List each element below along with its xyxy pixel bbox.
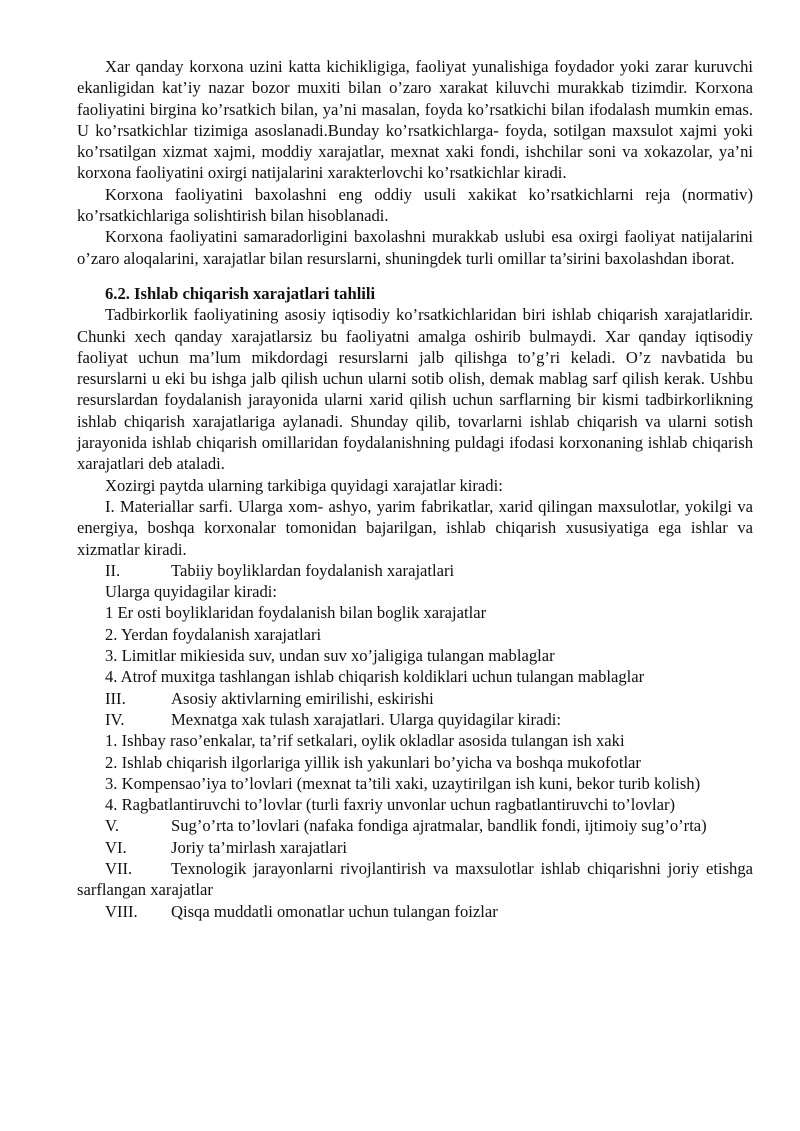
list-item xyxy=(77,581,753,602)
list-item xyxy=(77,666,753,687)
paragraph: Tadbirkorlik faoliyatining asosiy iqtisodiy ko’rsatkichlaridan biri ishlab chiqarish xarajatlaridir. Chunki xech qanday xarajatlarsiz bu faoliyatni amalga oshirib bulmaydi. Xar qanday iqtisodiy faoliyat uchun ma’lum mikdordagi resurslarni jalb qilishga to’g’ri keladi. O’z navbatida bu resurslarni u eki bu ishga jalb qilish uchun ularni sotib olish, demak mablag sarf qilish kerak. Ushbu resurslardan foydalanish jarayonida ularni xarid qilish uchun sarflarning bir kismi tadbirkorlikning ishlab chiqarish xarajatlariga aylanadi. Shunday qilib, tovarlarni ishlab chiqarish va ularni sotish jarayonida ishlab chiqarish omillaridan foydalanishning puldagi ifodasi korxonaning ishlab chiqarish xarajatlari deb ataladi. xyxy=(77,305,753,474)
list-text: Texnologik jarayonlarni rivojlantirish va maxsulotlar ishlab chiqarishni joriy etishga sarflangan xarajatlar xyxy=(77,858,753,900)
document-page xyxy=(77,56,753,922)
list-text: 1 Er osti boyliklaridan foydalanish bilan boglik xarajatlar xyxy=(105,603,487,623)
list-item xyxy=(77,837,753,858)
list-item xyxy=(77,624,753,645)
list-item xyxy=(77,773,753,794)
list-text: Asosiy aktivlarning emirilishi, eskirishi xyxy=(171,688,434,708)
list-text: 1. Ishbay raso’enkalar, ta’rif setkalari, oylik okladlar asosida tulangan ish xaki xyxy=(105,731,625,751)
list-text: 3. Limitlar mikiesida suv, undan suv xo’jaligiga tulangan mablaglar xyxy=(105,646,555,666)
list-text: Mexnatga xak tulash xarajatlari. Ularga quyidagilar kiradi: xyxy=(171,709,561,729)
list-number: II. xyxy=(105,560,121,580)
list-item xyxy=(77,602,753,623)
list-item xyxy=(77,794,753,815)
list-item xyxy=(77,709,753,730)
list-item xyxy=(77,688,753,709)
list-text: Joriy ta’mirlash xarajatlari xyxy=(171,837,348,857)
list-text: 3. Kompensao’iya to’lovlari (mexnat ta’tili xaki, uzaytirilgan ish kuni, bekor turib kolish) xyxy=(105,773,701,793)
list-text: Ularga quyidagilar kiradi: xyxy=(105,582,278,602)
list-text: Tabiiy boyliklardan foydalanish xarajatlari xyxy=(171,560,455,580)
list-number: IV. xyxy=(105,709,125,729)
paragraph: Xozirgi paytda ularning tarkibiga quyidagi xarajatlar kiradi: xyxy=(105,475,503,495)
paragraph: Korxona faoliyatini baxolashni eng oddiy usuli xakikat ko’rsatkichlarni reja (normativ) ko’rsatkichlariga solishtirish bilan hisoblanadi. xyxy=(77,184,753,226)
list-number: VI. xyxy=(105,837,127,857)
paragraph: Xar qanday korxona uzini katta kichikligiga, faoliyat yunalishiga foydador yoki zarar kuruvchi ekanligidan kat’iy nazar bozor muxiti bilan o’zaro xarakat kiluvchi murakkab tizimdir. Korxona faoliyatini birgina ko’rsatkich bilan, ya’ni masalan, foyda ko’rsatkichi bilan ifodalash mumkin emas. U ko’rsatkichlar tizimiga asoslanadi.Bunday ko’rsatkichlarga- foyda, sotilgan maxsulot xajmi yoki ko’rsatilgan xizmat xajmi, moddiy xarajatlar, mexnat xaki fondi, ishchilar soni va xokazolar, ya’ni korxona faoliyatini oxirgi natijalarini xarakterlovchi ko’rsatkichlar kiradi. xyxy=(77,57,753,183)
paragraph: Korxona faoliyatini samaradorligini baxolashni murakkab uslubi esa oxirgi faoliyat natijalarini o’zaro aloqalarini, xarajatlar bilan resurslarni, shuningdek turli omillar ta’sirini baxolashdan iborat. xyxy=(77,227,753,268)
list-text: Qisqa muddatli omonatlar uchun tulangan foizlar xyxy=(171,901,498,921)
section-heading: 6.2. Ishlab chiqarish xarajatlari tahlili xyxy=(105,283,376,303)
list-text: 2. Yerdan foydalanish xarajatlari xyxy=(105,624,322,644)
list-number: V. xyxy=(105,816,119,836)
list-number: VIII. xyxy=(105,901,138,921)
list-item xyxy=(77,858,753,901)
list-item xyxy=(77,560,753,581)
list-item xyxy=(77,752,753,773)
list-number: VII. xyxy=(105,858,133,878)
paragraph: I. Materiallar sarfi. Ularga xom- ashyo, yarim fabrikatlar, xarid qilingan maxsulotlar, yokilgi va energiya, boshqa korxonalar tomonidan bajarilgan, ishlab chiqarish xususiyatiga ega ishlar va xizmatlar kiradi. xyxy=(77,496,753,559)
list-number: III. xyxy=(105,688,126,708)
list-text: 2. Ishlab chiqarish ilgorlariga yillik ish yakunlari bo’yicha va boshqa mukofotlar xyxy=(105,752,641,772)
list-item xyxy=(77,645,753,666)
list-item xyxy=(77,901,753,922)
list-text: Sug’o’rta to’lovlari (nafaka fondiga ajratmalar, bandlik fondi, ijtimoiy sug’o’rta) xyxy=(171,816,707,836)
list-item xyxy=(77,730,753,751)
list-text: 4. Ragbatlantiruvchi to’lovlar (turli faxriy unvonlar uchun ragbatlantiruvchi to’lovlar) xyxy=(105,795,676,815)
list-text: 4. Atrof muxitga tashlangan ishlab chiqarish koldiklari uchun tulangan mablaglar xyxy=(105,667,645,687)
list-item xyxy=(77,815,753,836)
